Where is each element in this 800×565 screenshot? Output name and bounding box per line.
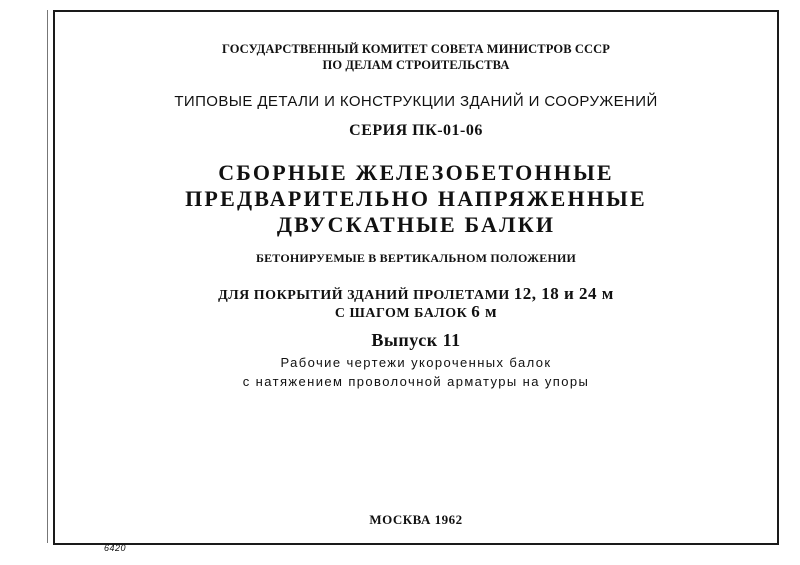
ministry-line-1: ГОСУДАРСТВЕННЫЙ КОМИТЕТ СОВЕТА МИНИСТРОВ СССР: [221, 42, 611, 56]
main-title-line-1: СБОРНЫЕ ЖЕЛЕЗОБЕТОННЫЕ: [218, 160, 614, 185]
purpose-line-1: [53, 284, 779, 304]
binding-margin-line: [47, 10, 48, 543]
issue-number: Выпуск 11: [371, 330, 461, 350]
typical-details-heading: ТИПОВЫЕ ДЕТАЛИ И КОНСТРУКЦИИ ЗДАНИЙ И СООРУЖЕНИЙ: [174, 93, 658, 110]
description-line-1: Рабочие чертежи укороченных балок: [280, 355, 552, 370]
purpose-line-2: [53, 302, 779, 322]
concreting-position-subtitle: БЕТОНИРУЕМЫЕ В ВЕРТИКАЛЬНОМ ПОЛОЖЕНИИ: [255, 251, 577, 265]
purpose-text: ДЛЯ ПОКРЫТИЙ ЗДАНИЙ ПРОЛЕТАМИ: [218, 288, 510, 303]
series-label: СЕРИЯ ПК-01-06: [349, 122, 483, 139]
description-line-2: с натяжением проволочной арматуры на упоры: [242, 374, 590, 389]
city-year: МОСКВА 1962: [369, 512, 463, 527]
title-sheet-frame: [53, 10, 779, 545]
beam-step-text: С ШАГОМ БАЛОК: [334, 306, 468, 321]
ministry-line-2: ПО ДЕЛАМ СТРОИТЕЛЬСТВА: [322, 58, 510, 72]
archive-number: 6420: [104, 543, 127, 553]
purpose-spans: 12, 18 и 24 м: [513, 284, 614, 303]
beam-step-value: 6 м: [471, 302, 498, 321]
main-title-line-2: ПРЕДВАРИТЕЛЬНО НАПРЯЖЕННЫЕ: [185, 186, 647, 211]
main-title-line-3: ДВУСКАТНЫЕ БАЛКИ: [276, 212, 556, 237]
